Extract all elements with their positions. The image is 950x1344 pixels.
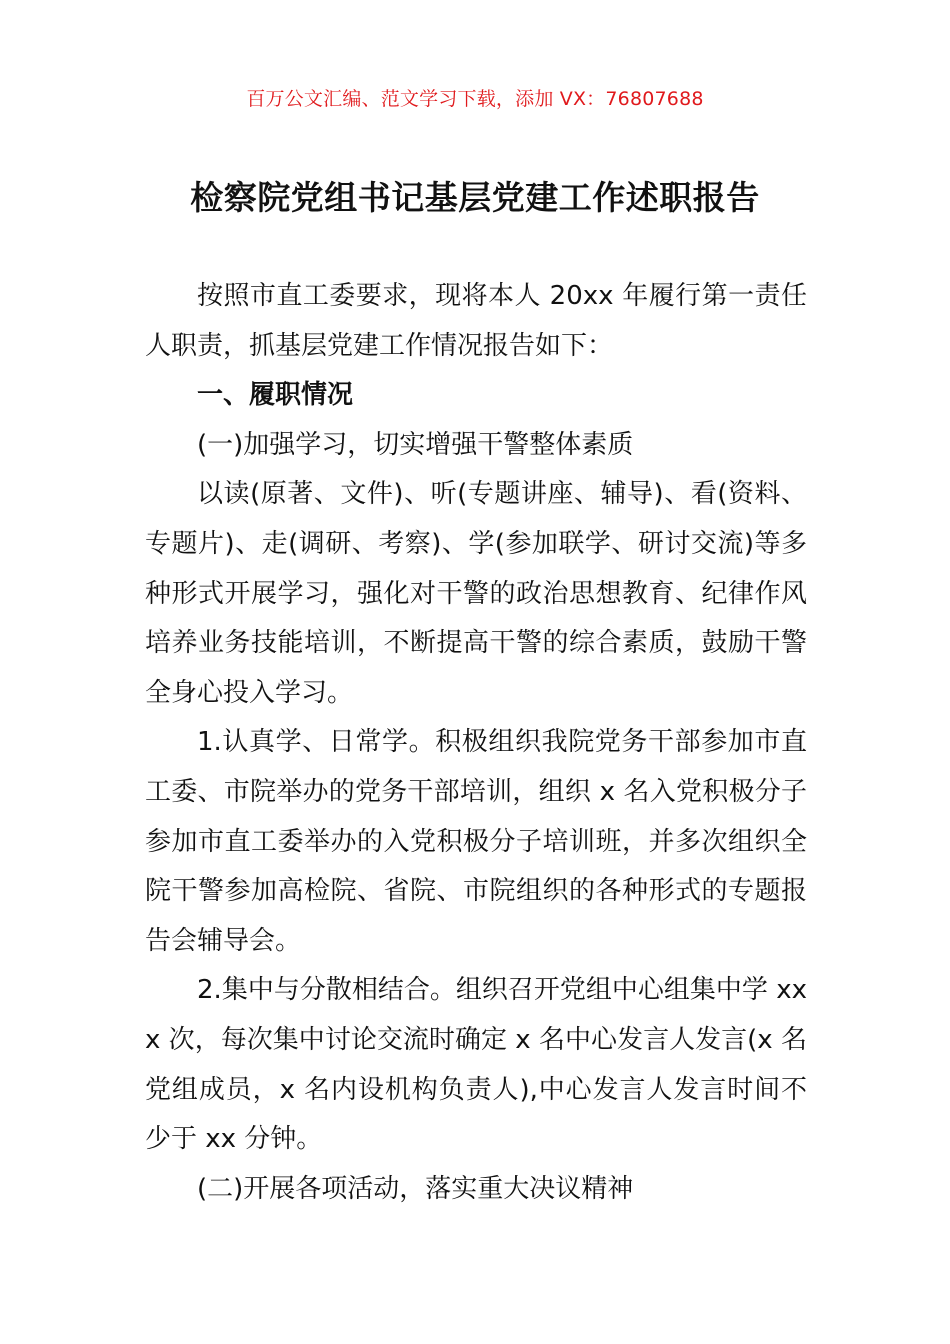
document-body bbox=[145, 272, 807, 1214]
document-title: 检察院党组书记基层党建工作述职报告 bbox=[190, 178, 760, 217]
subsection-heading: (一)加强学习，切实增强干警整体素质 bbox=[197, 429, 634, 460]
intro-paragraph: 按照市直工委要求，现将本人 20xx 年履行第一责任人职责，抓基层党建工作情况报告如下： bbox=[145, 281, 807, 361]
body-paragraph: 2.集中与分散相结合。组织召开党组中心组集中学 xxx 次，每次集中讨论交流时确定 x 名中心发言人发言(x 名党组成员，x 名内设机构负责人),中心发言人发言时间不少于 xx 分钟。 bbox=[145, 975, 807, 1155]
subsection-heading: (二)开展各项活动，落实重大决议精神 bbox=[197, 1173, 634, 1204]
header-banner: 百万公文汇编、范文学习下载，添加 VX：76807688 bbox=[246, 88, 704, 110]
body-paragraph: 以读(原著、文件)、听(专题讲座、辅导)、看(资料、专题片)、走(调研、考察)、学(参加联学、研讨交流)等多种形式开展学习，强化对干警的政治思想教育、纪律作风培养业务技能培训，不断提高干警的综合素质，鼓励干警全身心投入学习。 bbox=[145, 479, 807, 708]
section-heading: 一、履职情况 bbox=[197, 380, 354, 411]
body-paragraph: 1.认真学、日常学。积极组织我院党务干部参加市直工委、市院举办的党务干部培训，组织 x 名入党积极分子参加市直工委举办的入党积极分子培训班，并多次组织全院干警参加高检院、省院、市院组织的各种形式的专题报告会辅导会。 bbox=[145, 727, 807, 956]
